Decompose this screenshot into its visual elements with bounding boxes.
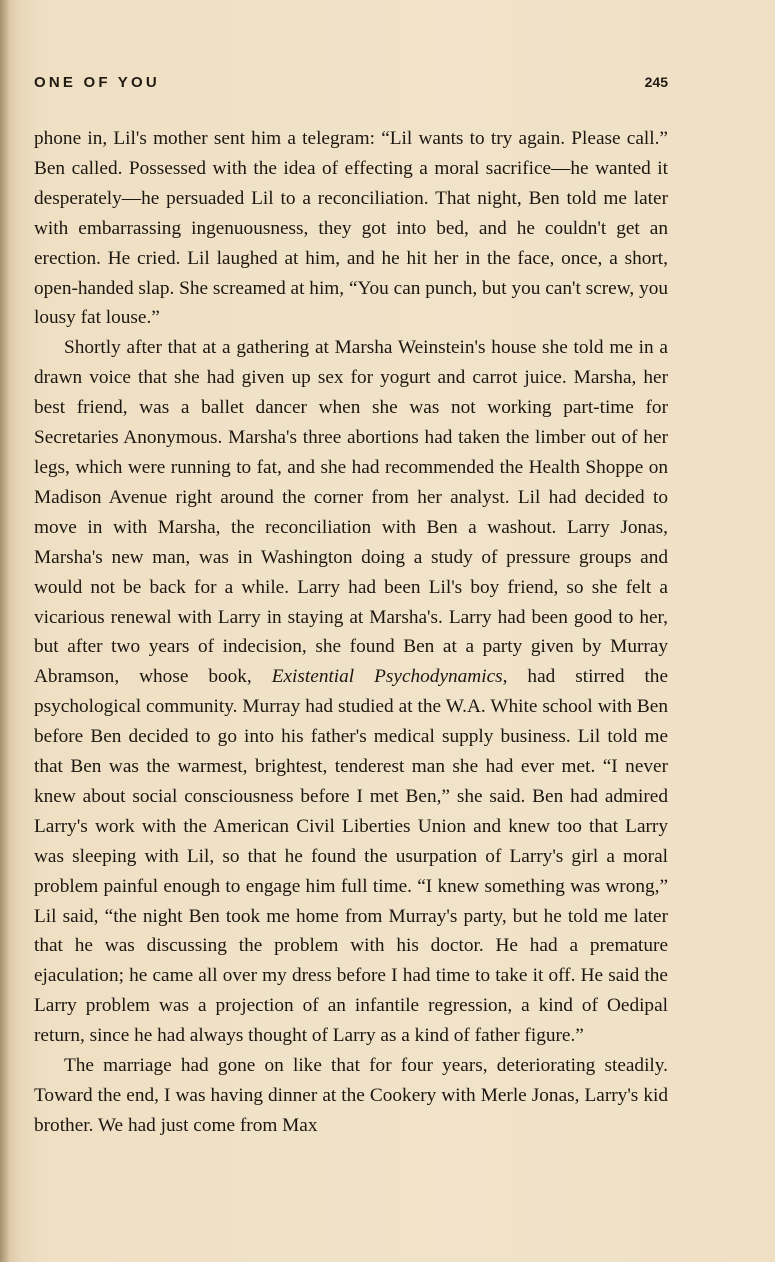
page-binding-shadow <box>0 0 10 1262</box>
running-head <box>34 74 668 98</box>
paragraph-text: , had stirred the psychological community. Murray had studied at the W.A. White school with Ben before Ben decided to go into his father's medical supply business. Lil told me that Ben was the warmest, brightest, tenderest man she had ever met. “I never knew about social consciousness before I met Ben,” she said. Ben had admired Larry's work with the American Civil Liberties Union and knew too that Larry was sleeping with Lil, so that he found the usurpation of Larry's girl a moral problem painful enough to engage him full time. “I knew something was wrong,” Lil said, “the night Ben took me home from Murray's party, but he told me later that he was discussing the problem with his doctor. He had a premature ejaculation; he came all over my dress before I had time to take it off. He said the Larry problem was a projection of an infantile regression, a kind of Oedipal return, since he had always thought of Larry as a kind of father figure.” <box>34 666 669 1047</box>
page-number: 245 <box>644 74 668 90</box>
paragraph <box>34 333 668 1051</box>
paragraph-text: Shortly after that at a gathering at Marsha Weinstein's house she told me in a drawn voice that she had given up sex for yogurt and carrot juice. Marsha, her best friend, was a ballet dancer when she was not working part-time for Secretaries Anonymous. Marsha's three abortions had taken the limber out of her legs, which were running to fat, and she had recommended the Health Shoppe on Madison Avenue right around the corner from her analyst. Lil had decided to move in with Marsha, the reconciliation with Ben a washout. Larry Jonas, Marsha's new man, was in Washington doing a study of pressure groups and would not be back for a while. Larry had been Lil's boy friend, so she felt a vicarious renewal with Larry in staying at Marsha's. Larry had been good to her, but after two years of indecision, she found Ben at a party given by Murray Abramson, whose book, <box>34 337 668 688</box>
body-text <box>34 124 668 1141</box>
paragraph: phone in, Lil's mother sent him a telegram: “Lil wants to try again. Please call.” Ben called. Possessed with the idea of effecting a moral sacrifice—he wanted it desperately—he persuaded Lil to a reconciliation. That night, Ben told me later with embarrassing ingenuousness, they got into bed, and he couldn't get an erection. He cried. Lil laughed at him, and he hit her in the face, once, a short, open-handed slap. She screamed at him, “You can punch, but you can't screw, you lousy fat louse.” <box>34 128 668 329</box>
book-title-italic: Existential Psychodynamics <box>271 666 503 688</box>
paragraph: The marriage had gone on like that for four years, deteriorating steadily. Toward the end, I was having dinner at the Cookery with Merle Jonas, Larry's kid brother. We had just come from Max <box>34 1055 668 1136</box>
running-title: ONE OF YOU <box>34 74 160 91</box>
